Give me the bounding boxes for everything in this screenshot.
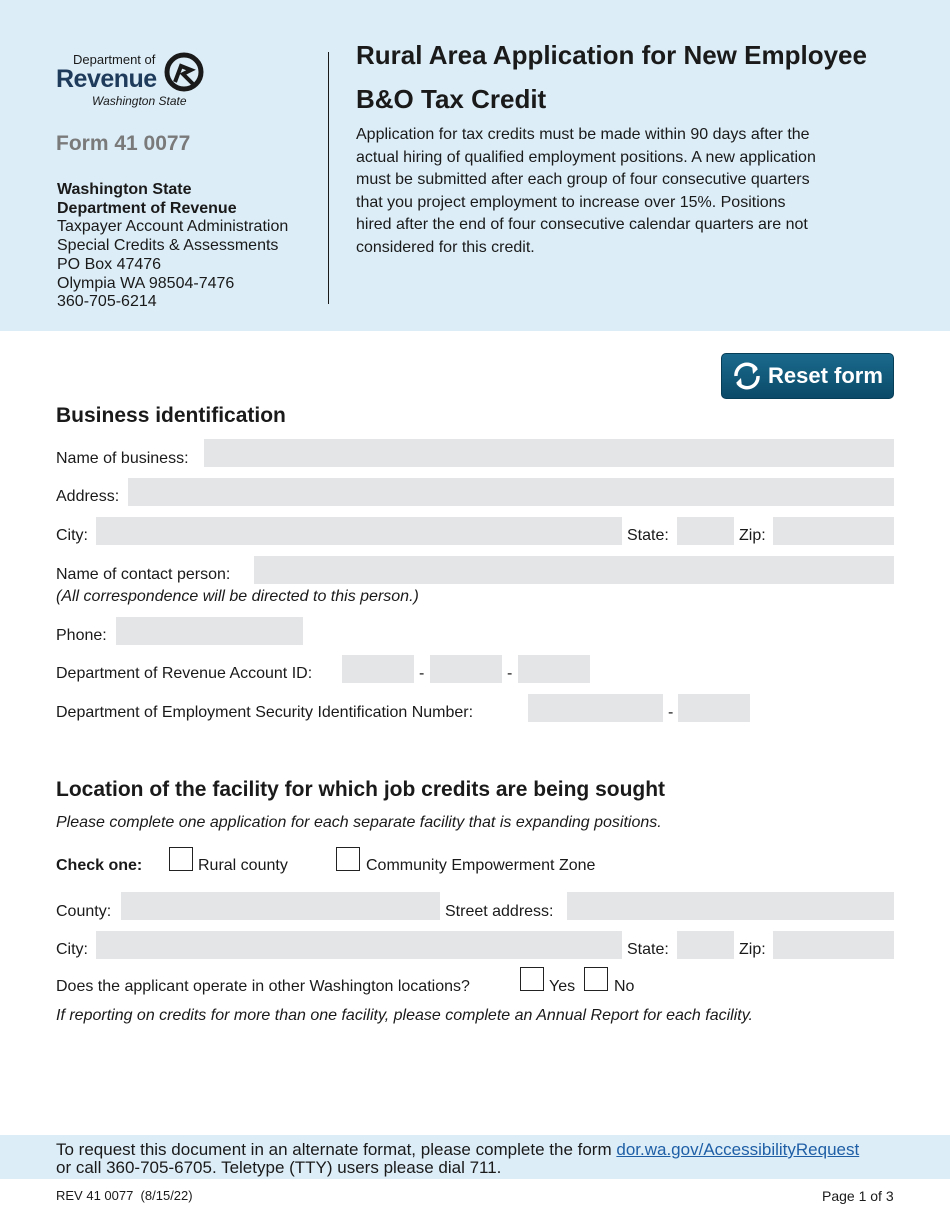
- esd-id-part1[interactable]: [528, 694, 663, 722]
- logo-state: Washington State: [92, 94, 187, 108]
- account-id-part3[interactable]: [518, 655, 590, 683]
- reset-form-label: Reset form: [768, 363, 883, 388]
- agency-line: Olympia WA 98504-7476: [57, 274, 235, 292]
- form-title-line2: B&O Tax Credit: [356, 84, 547, 114]
- rural-county-checkbox[interactable]: [169, 847, 193, 871]
- intro-line: actual hiring of qualified employment positions. A new application: [356, 148, 816, 166]
- facility-state-label: State:: [627, 941, 669, 958]
- dash-separator: -: [419, 665, 425, 682]
- business-section-title: Business identification: [56, 404, 286, 427]
- business-name-label: Name of business:: [56, 450, 189, 467]
- street-address-input[interactable]: [567, 892, 894, 920]
- annual-report-note: If reporting on credits for more than one facility, please complete an Annual Report for each facility.: [56, 1007, 753, 1024]
- logo-dept-of: Department of: [73, 52, 156, 67]
- header-divider: [328, 52, 329, 304]
- form-number: Form 41 0077: [56, 132, 191, 155]
- facility-city-label: City:: [56, 941, 88, 958]
- intro-line: Application for tax credits must be made within 90 days after the: [356, 126, 810, 143]
- logo-revenue: Revenue: [56, 65, 157, 93]
- cez-checkbox[interactable]: [336, 847, 360, 871]
- accessibility-text-lead: To request this document in an alternate format, please complete the form: [56, 1140, 612, 1159]
- no-label: No: [614, 978, 635, 995]
- address-label: Address:: [56, 488, 120, 505]
- agency-line: PO Box 47476: [57, 255, 162, 273]
- other-locations-question: Does the applicant operate in other Washington locations?: [56, 978, 470, 995]
- phone-label: Phone:: [56, 627, 107, 644]
- cez-label: Community Empowerment Zone: [366, 857, 596, 874]
- account-id-part2[interactable]: [430, 655, 502, 683]
- zip-input[interactable]: [773, 517, 894, 545]
- dash-separator: -: [668, 704, 674, 721]
- logo-mark-icon: [161, 52, 207, 92]
- revision-code: REV 41 0077 (8/15/22): [56, 1188, 193, 1203]
- intro-text: [356, 124, 816, 259]
- dor-logo: [56, 52, 216, 112]
- account-id-part1[interactable]: [342, 655, 414, 683]
- page-number: Page 1 of 3: [822, 1188, 894, 1204]
- agency-address: [57, 181, 288, 312]
- phone-input[interactable]: [116, 617, 303, 645]
- city-label: City:: [56, 527, 88, 544]
- contact-note: (All correspondence will be directed to this person.): [56, 588, 419, 605]
- intro-line: that you project employment to increase over 15%. Positions: [356, 193, 786, 211]
- account-id-label: Department of Revenue Account ID:: [56, 665, 313, 682]
- accessibility-text-2: or call 360-705-6705. Teletype (TTY) users please dial 711.: [56, 1158, 502, 1177]
- esd-id-label: Department of Employment Security Identification Number:: [56, 704, 474, 721]
- reset-icon: [730, 359, 764, 393]
- business-name-input[interactable]: [204, 439, 894, 467]
- dash-separator: -: [507, 665, 513, 682]
- accessibility-link[interactable]: dor.wa.gov/AccessibilityRequest: [616, 1140, 860, 1159]
- contact-input[interactable]: [254, 556, 894, 584]
- agency-line: Washington State: [57, 181, 192, 198]
- yes-checkbox[interactable]: [520, 967, 544, 991]
- address-input[interactable]: [128, 478, 894, 506]
- county-input[interactable]: [121, 892, 440, 920]
- agency-line: Taxpayer Account Administration: [57, 218, 289, 236]
- zip-label: Zip:: [739, 527, 766, 544]
- county-label: County:: [56, 903, 112, 920]
- location-section-title: Location of the facility for which job credits are being sought: [56, 778, 666, 801]
- no-checkbox[interactable]: [584, 967, 608, 991]
- city-input[interactable]: [96, 517, 622, 545]
- check-one-label: Check one:: [56, 857, 143, 874]
- intro-line: must be submitted after each group of four consecutive quarters: [356, 171, 810, 188]
- state-label: State:: [627, 527, 669, 544]
- street-address-label: Street address:: [445, 903, 554, 920]
- yes-label: Yes: [549, 978, 576, 995]
- reset-form-button[interactable]: [721, 353, 894, 399]
- rural-county-label: Rural county: [198, 857, 288, 874]
- intro-line: hired after the end of four consecutive calendar quarters are not: [356, 216, 808, 233]
- facility-state-input[interactable]: [677, 931, 734, 959]
- agency-line: Special Credits & Assessments: [57, 237, 279, 255]
- facility-zip-input[interactable]: [773, 931, 894, 959]
- agency-line: 360-705-6214: [57, 293, 157, 311]
- form-title-line1: Rural Area Application for New Employee: [356, 40, 867, 70]
- agency-line: Department of Revenue: [57, 199, 237, 217]
- intro-line: considered for this credit.: [356, 238, 535, 256]
- state-input[interactable]: [677, 517, 734, 545]
- location-subtitle: Please complete one application for each separate facility that is expanding positions.: [56, 814, 662, 831]
- accessibility-text: [56, 1140, 859, 1160]
- esd-id-part2[interactable]: [678, 694, 750, 722]
- facility-city-input[interactable]: [96, 931, 622, 959]
- contact-label: Name of contact person:: [56, 566, 231, 583]
- facility-zip-label: Zip:: [739, 941, 766, 958]
